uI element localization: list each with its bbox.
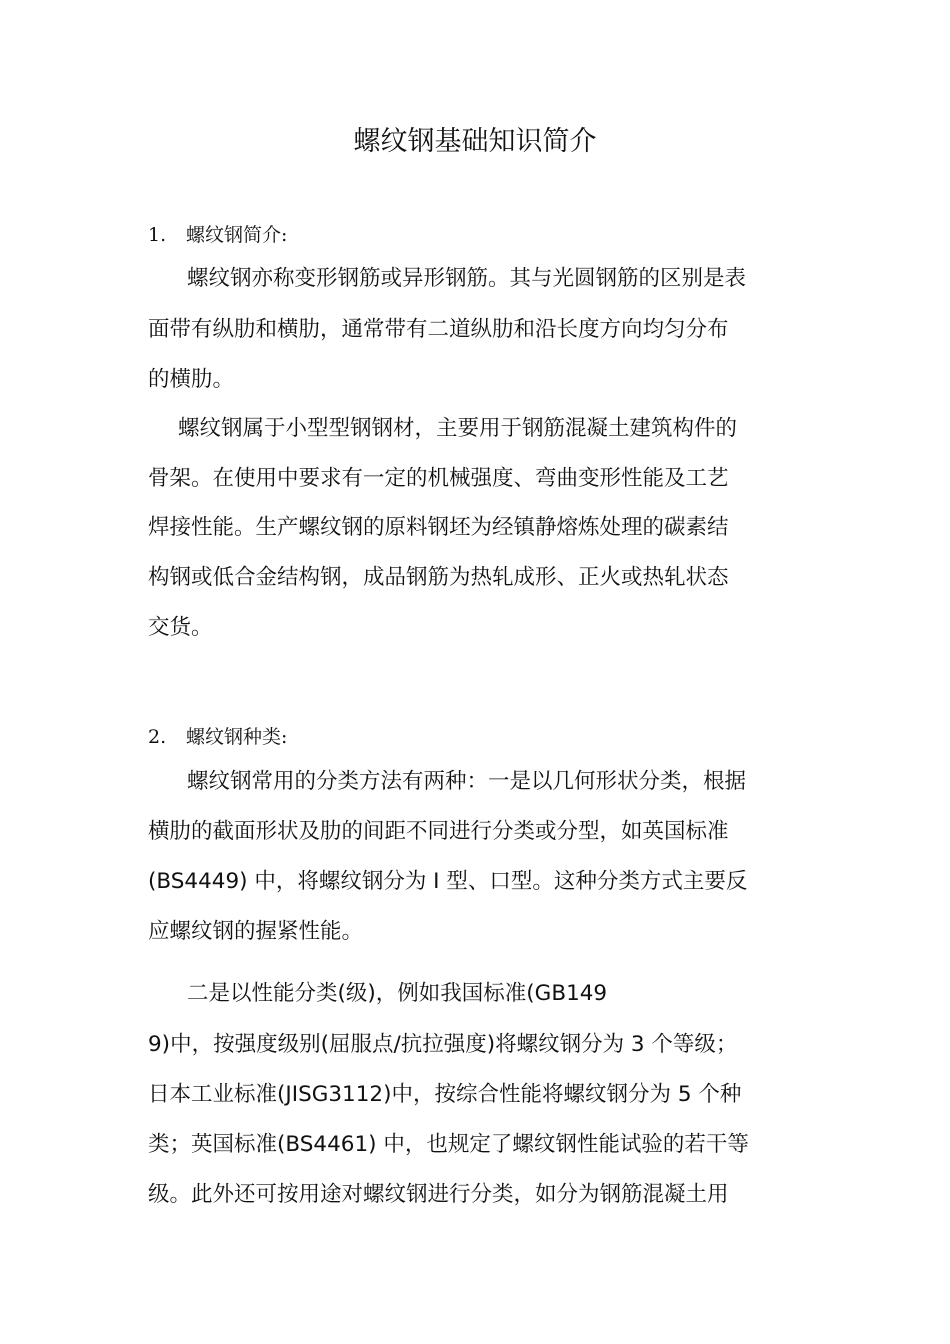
section-1-para-1-line-3: 的横肋。 [148, 367, 235, 392]
section-1-para-1-line-1: 螺纹钢亦称变形钢筋或异形钢筋。其与光圆钢筋的区别是表 [187, 266, 747, 291]
section-2-para-1-line-1: 螺纹钢常用的分类方法有两种：一是以几何形状分类，根据 [187, 769, 747, 794]
section-2-para-2-line-1: 二是以性能分类(级)，例如我国标准(GB149 [187, 981, 608, 1006]
section-2-para-2-line-2: 9)中，按强度级别(屈服点/抗拉强度)将螺纹钢分为 3 个等级； [148, 1032, 738, 1057]
section-1-para-2-line-5: 交货。 [148, 615, 213, 640]
section-1-para-2-line-4: 构钢或低合金结构钢，成品钢筋为热轧成形、正火或热轧状态 [148, 565, 729, 590]
section-1-para-2-line-2: 骨架。在使用中要求有一定的机械强度、弯曲变形性能及工艺 [148, 466, 729, 491]
section-2-para-1-line-2: 横肋的截面形状及肋的间距不同进行分类或分型，如英国标准 [148, 819, 729, 844]
section-1-number: 1. [148, 224, 167, 246]
section-2-para-2-line-5: 级。此外还可按用途对螺纹钢进行分类，如分为钢筋混凝土用 [148, 1182, 729, 1207]
section-2-para-1-line-4: 应螺纹钢的握紧性能。 [148, 919, 364, 944]
section-2-para-2-line-3: 日本工业标准(JISG3112)中，按综合性能将螺纹钢分为 5 个种 [148, 1082, 742, 1107]
section-2-heading [148, 722, 287, 752]
section-2-para-1-line-3: (BS4449) 中，将螺纹钢分为 I 型、口型。这种分类方式主要反 [148, 869, 748, 894]
section-2-number: 2. [148, 726, 167, 748]
section-1-para-1-line-2: 面带有纵肋和横肋，通常带有二道纵肋和沿长度方向均匀分布 [148, 317, 729, 342]
section-2-heading-text: 螺纹钢种类: [186, 726, 288, 748]
section-1-para-2-line-3: 焊接性能。生产螺纹钢的原料钢坯为经镇静熔炼处理的碳素结 [148, 515, 729, 540]
document-title: 螺纹钢基础知识简介 [353, 126, 597, 157]
section-1-heading-text: 螺纹钢简介: [186, 224, 288, 246]
section-1-para-2-line-1: 螺纹钢属于小型型钢钢材，主要用于钢筋混凝土建筑构件的 [178, 416, 738, 441]
section-2-para-2-line-4: 类；英国标准(BS4461) 中，也规定了螺纹钢性能试验的若干等 [148, 1132, 749, 1157]
section-1-heading [148, 220, 287, 250]
